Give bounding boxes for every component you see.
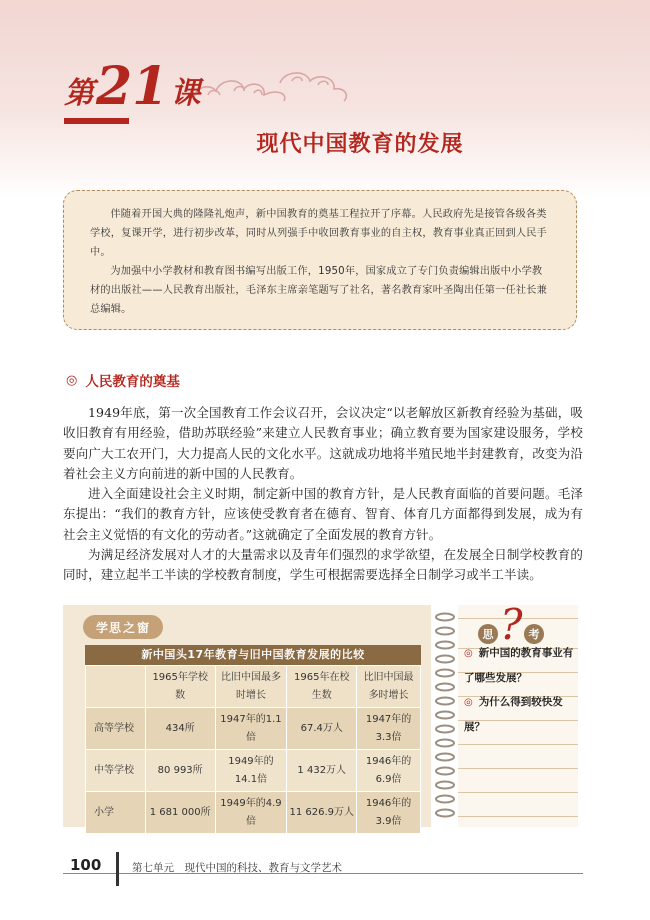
question-marker-icon: ◎ [464,697,473,708]
table-header-cell: 1965年在校生数 [287,666,357,708]
intro-paragraph: 伴随着开国大典的隆隆礼炮声，新中国教育的奠基工程拉开了序幕。人民政府先是接管各级各类学校，复课开学，进行初步改革，同时从列强手中收回教育事业的自主权，教育事业真正回到人民手中。 [90,209,548,258]
intro-paragraph: 为加强中小学教材和教育图书编写出版工作，1950年，国家成立了专门负责编辑出版中小学教材的出版社——人民教育出版社，毛泽东主席亲笔题写了社名，著名教育家叶圣陶出任第一任社长兼总编辑。 [90,266,548,315]
table-cell: 67.4万人 [287,708,357,750]
think-panel [458,600,578,827]
question-marker-icon: ◎ [464,648,473,659]
table-cell: 1946年的6.9倍 [357,750,421,792]
page-title: 现代中国教育的发展 [256,132,464,157]
study-window-panel [63,605,431,827]
table-cell: 小学 [86,792,146,834]
table-cell: 80 993所 [145,750,215,792]
table-cell: 1947年的3.3倍 [357,708,421,750]
body-paragraph: 为满足经济发展对人才的大量需求以及青年们强烈的求学欲望，在发展全日制学校教育的同时，建立起半工半读的学校教育制度，学生可根据需要选择全日制学习或半工半读。 [63,547,583,583]
think-badge: 思 [478,624,498,644]
table-cell: 1 432万人 [287,750,357,792]
table-caption: 新中国头17年教育与旧中国教育发展的比较 [85,645,421,665]
think-questions [464,641,576,739]
window-title-part: 学思 [95,620,122,635]
question-mark-icon: ? [500,600,523,649]
lesson-number-value: 21 [96,56,169,117]
think-question-text: 新中国的教育事业有了哪些发展？ [464,647,574,684]
lesson-number [64,55,200,115]
table-header-cell [86,666,146,708]
lesson-header [64,55,364,125]
table-header-cell: 比旧中国最多时增长 [215,666,287,708]
footer-bar [116,852,119,886]
body-paragraph: 1949年底，第一次全国教育工作会议召开，会议决定“以老解放区新教育经验为基础，吸收旧教育有用经验，借助苏联经验”来建立人民教育事业；确立教育要为国家建设服务，学校要向广大工农开门，大力提高人民的文化水平。这就成功地将半殖民地半封建教育，改变为沿着社会主义方向前进的新中国的人民教育。 [63,405,583,481]
table-cell: 1949年的4.9倍 [215,792,287,834]
table-cell: 1949年的14.1倍 [215,750,287,792]
section-marker-icon: ◎ [66,372,78,388]
section-heading [66,370,180,390]
table-cell: 1947年的1.1倍 [215,708,287,750]
lesson-prefix: 第 [64,76,94,111]
notebook-spiral-icon [432,605,458,827]
comparison-table [85,645,421,834]
lesson-suffix: 课 [170,76,201,111]
intro-box [63,190,577,330]
window-title-sep: 之 [122,620,136,635]
footer-unit-title: 第七单元 现代中国的科技、教育与文学艺术 [132,862,342,874]
page-number: 100 [70,856,102,874]
table-cell: 1 681 000所 [145,792,215,834]
table-cell: 11 626.9万人 [287,792,357,834]
section-heading-text: 人民教育的奠基 [85,374,180,390]
table-cell: 高等学校 [86,708,146,750]
think-badge: 考 [524,624,544,644]
table-cell: 中等学校 [86,750,146,792]
table-header-row [86,666,421,708]
table-row [86,750,421,792]
think-question [464,641,576,690]
lesson-underline [64,118,129,124]
cloud-ornament-icon [184,59,354,109]
window-title-part: 窗 [137,620,151,635]
study-window-title [83,615,163,639]
table-row [86,708,421,750]
think-question-text: 为什么得到较快发展？ [464,696,563,733]
table-header-cell: 1965年学校数 [145,666,215,708]
body-paragraph: 进入全面建设社会主义时期，制定新中国的教育方针，是人民教育面临的首要问题。毛泽东提出：“我们的教育方针，应该使受教育者在德育、智育、体育几方面都得到发展，成为有社会主义觉悟的有文化的劳动者。”这就确定了全面发展的教育方针。 [63,486,583,542]
body-text [63,403,583,586]
table-cell: 434所 [145,708,215,750]
think-question [464,690,576,739]
table-row [86,792,421,834]
table-cell: 1946年的3.9倍 [357,792,421,834]
table-header-cell: 比旧中国最多时增长 [357,666,421,708]
